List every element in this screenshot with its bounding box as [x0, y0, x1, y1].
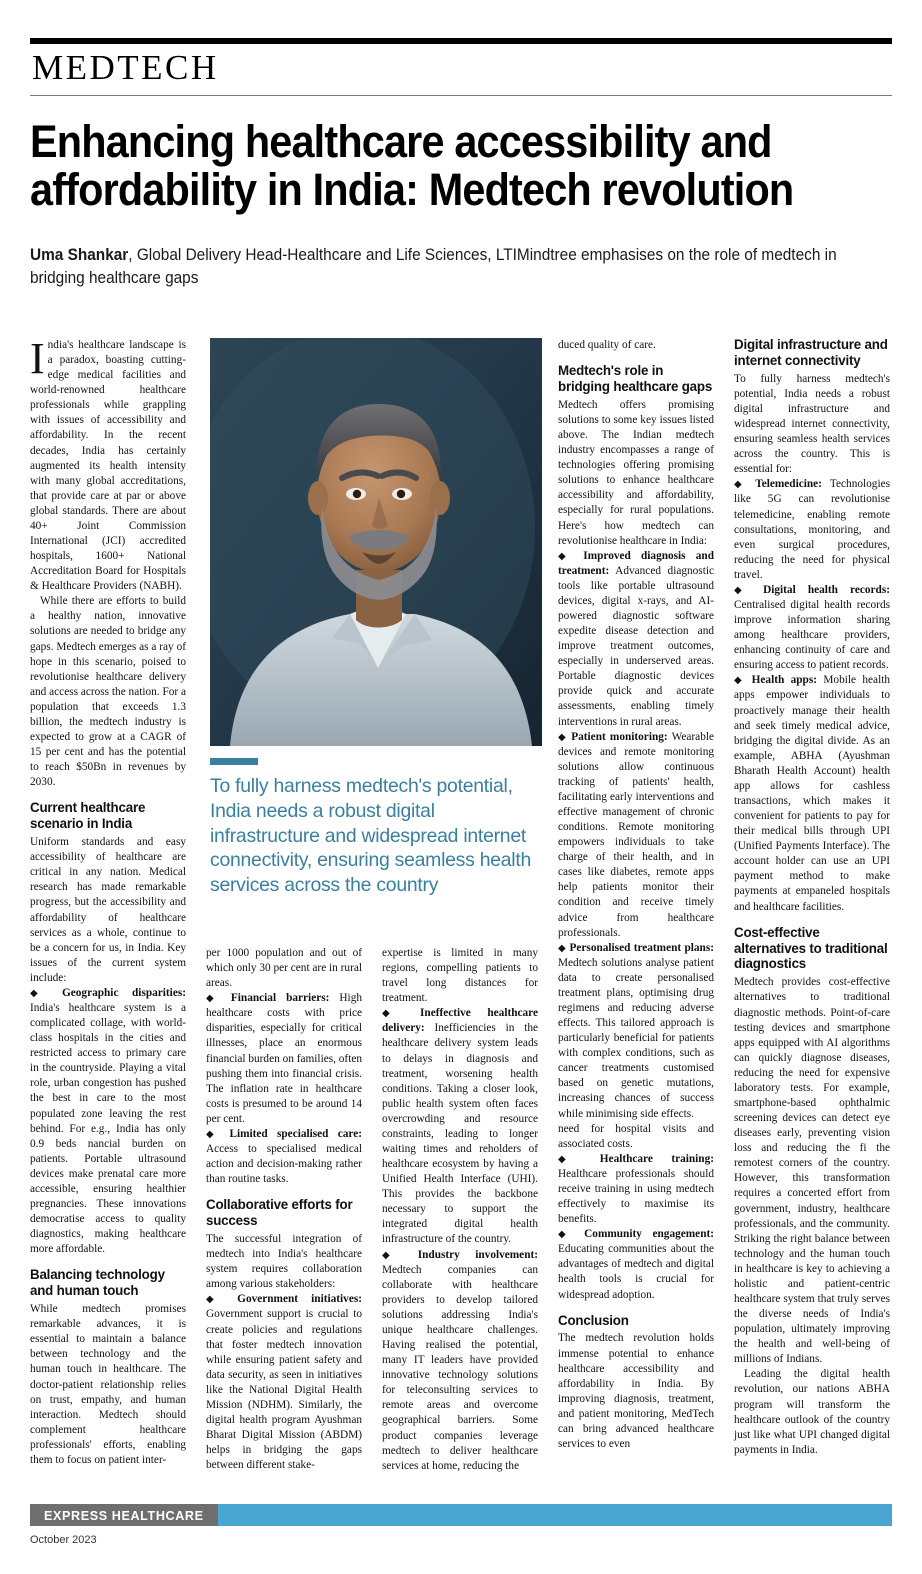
bullet-label: Government initiatives: — [237, 1293, 362, 1306]
standfirst-author: Uma Shankar — [30, 246, 129, 265]
diamond-bullet-icon: ◆ — [30, 987, 49, 999]
bullet-label: Ineffective healthcare delivery: — [382, 1007, 539, 1035]
bullet-text: Medtech solutions analyse patient data to create personalised treatment plans, optimising drug regimens and reducing adverse effects. This tailored approach is particularly beneficial for patients with complex conditions, such as cancer treatments customised based on genetic mutations, increasing chances of success while minimising side effects. — [558, 956, 714, 1120]
diamond-bullet-icon: ◆ — [558, 942, 567, 954]
drop-cap: I — [30, 334, 45, 383]
paragraph: While there are efforts to build a healthy nation, innovative solutions are needed to bridge any gaps. Medtech emerges as a ray of hope in this scenario, poised to revolutionise healthcare delivery and access across the nation. For a population that exceeds 1.3 billion, the medtech industry is expected to grow at a CAGR of 15 per cent and has the potential to reach $50Bn in revenues by 2030. — [30, 595, 186, 789]
paragraph: Leading the digital health revolution, our nations ABHA program will transform the healthcare outlook of the country just like what UPI changed digital payments in India. — [734, 1368, 890, 1456]
article-body-columns — [30, 334, 892, 1490]
bullet-paragraph — [206, 991, 362, 1127]
bullet-paragraph — [734, 477, 890, 583]
paragraph: duced quality of care. — [558, 339, 656, 351]
bullet-text: High healthcare costs with price disparities, especially for critical illnesses, place an enormous financial burden on families, often pushing them into financial crisis. The inflation rate in healthcare costs is presumed to be around 14 per cent. — [206, 992, 362, 1125]
diamond-bullet-icon: ◆ — [734, 479, 748, 491]
bullet-paragraph — [206, 1292, 362, 1473]
section-heading: Collaborative efforts for success — [206, 1197, 353, 1230]
bullet-paragraph — [382, 1248, 538, 1474]
paragraph — [30, 334, 186, 594]
issue-date: October 2023 — [30, 1534, 97, 1546]
bullet-text: Educating communities about the advantages of medtech and digital health tools is crucial for widespread adoption. — [558, 1243, 714, 1301]
article-page — [0, 38, 922, 1574]
diamond-bullet-icon: ◆ — [206, 1294, 225, 1306]
paragraph: Medtech offers promising solutions to some key issues listed above. The Indian medtech industry encompasses a range of technologies offering promising solutions to enhance healthcare accessibility and affordability, especially for rural populations. Here's how medtech can revolutionise healthcare in India: — [558, 398, 714, 547]
body-column-3 — [382, 338, 538, 1490]
bullet-paragraph — [558, 1227, 714, 1302]
bullet-label: Personalised treatment plans: — [569, 941, 714, 954]
article-standfirst — [30, 244, 890, 289]
paragraph: The successful integration of medtech into India's healthcare system requires collaboration among various stakeholders: — [206, 1233, 362, 1291]
bullet-label: Industry involvement: — [417, 1248, 538, 1261]
bullet-text: Access to specialised medical action and decision-making rather than routine tasks. — [206, 1143, 362, 1186]
paragraph: To fully harness medtech's potential, India needs a robust digital infrastructure and widespread internet connectivity, ensuring seamless health services across the country. This is essential for: — [734, 372, 890, 476]
bullet-paragraph — [734, 673, 890, 914]
bullet-label: Financial barriers: — [230, 992, 330, 1005]
bullet-text: Government support is crucial to create policies and regulations that foster medtech innovation while ensuring patient safety and data security, as seen in initiatives like the National Digital Health Mission (NDHM). Similarly, the digital health program Ayushman Bharat Digital Mission (ABDM) helps in bridging the gaps between different stake- — [206, 1308, 362, 1472]
body-column-1 — [30, 334, 186, 1490]
bullet-paragraph — [558, 1152, 714, 1227]
bullet-text: India's healthcare system is a complicated collage, with world-class hospitals in the cities and restricted access to primary care in the countryside. Playing a vital role, urban congestion has pushed the best in care to the most populated zone leaving the rest behind. For e.g., India has only 0.9 beds nancial burden on patients. Portable ultrasound devices make prenatal care more accessible, ensuring healthier pregnancies. These innovations democratise access to quality diagnostics, making healthcare more affordable. — [30, 1002, 186, 1256]
bullet-text: Mobile health apps empower individuals to proactively manage their health and seek timely medical advice, bridging the digital divide. As an example, ABHA (Ayushman Bharath Health Account) health app allows for cashless transactions, which makes it convenient for patients to pay for their medical bills through UPI (Unified Payments Interface). The account holder can use an UPI payment method to make payments at empaneled hospitals and healthcare facilities. — [734, 674, 890, 913]
bullet-label: Health apps: — [751, 674, 818, 687]
diamond-bullet-icon: ◆ — [558, 731, 568, 743]
paragraph: While medtech promises remarkable advances, it is essential to maintain a balance between technology and the human touch in healthcare. The doctor-patient relationship relies on trust, empathy, and human interaction. Medtech should complement healthcare professionals' efforts, enabling them to focus on patient inter- — [30, 1303, 186, 1466]
section-heading: Cost-effective alternatives to traditional diagnostics — [734, 924, 888, 973]
bullet-label: Geographic disparities: — [61, 986, 186, 999]
bullet-label: Limited specialised care: — [229, 1127, 362, 1140]
bullet-paragraph — [558, 549, 714, 730]
bullet-label: Community engagement: — [584, 1228, 714, 1241]
paragraph: per 1000 population and out of which only 30 per cent are in rural areas. — [206, 947, 362, 990]
bullet-paragraph — [558, 730, 714, 941]
bullet-text: Technologies like 5G can revolutionise telemedicine, enabling remote consultations, monitoring, and even surgical procedures, reducing the need for physical travel. — [734, 478, 890, 581]
standfirst-rest: , Global Delivery Head-Healthcare and Life Sciences, LTIMindtree emphasises on the role of medtech in bridging healthcare gaps — [30, 246, 837, 287]
bullet-text: Centralised digital health records improve information sharing among healthcare providers, enhancing continuity of care and ensuring access to patient records. — [734, 598, 890, 672]
bullet-text: Advanced diagnostic tools like portable ultrasound devices, digital x-rays, and AI-powered diagnostic software expedite disease detection and improve treatment outcomes, especially in underserved areas. Portable diagnostic devices provide quick and accurate assessments, enabling timely interventions in rural areas. — [558, 564, 714, 728]
bullet-paragraph — [30, 986, 186, 1257]
footer-bar — [30, 1504, 892, 1526]
diamond-bullet-icon: ◆ — [558, 550, 574, 562]
bullet-text: Wearable devices and remote monitoring solutions allow continuous tracking of patients' health, facilitating early interventions and effective management of chronic conditions. Remote monitoring empowers individuals to take charge of their health, and in cases like diabetes, remote apps help patients monitor their condition and receive timely advice from healthcare professionals. — [558, 730, 714, 939]
body-column-2 — [206, 338, 362, 1490]
paragraph: need for hospital visits and associated costs. — [558, 1122, 714, 1150]
diamond-bullet-icon: ◆ — [382, 1008, 404, 1020]
bullet-text: Medtech companies can collaborate with healthcare providers to develop tailored solutions addressing India's unique healthcare challenges. Having realised the potential, many IT leaders have provided innovative technology solutions for teleconsulting services to remote areas and overcome geographical barriers. Some product companies leverage medtech to deliver healthcare services at home, reducing the — [382, 1263, 538, 1472]
diamond-bullet-icon: ◆ — [734, 675, 746, 687]
bullet-label: Improved diagnosis and treatment: — [558, 549, 714, 577]
headline-line-2: affordability in India: Medtech revolution — [30, 163, 794, 215]
diamond-bullet-icon: ◆ — [558, 1229, 574, 1241]
section-heading: Current healthcare scenario in India — [30, 800, 146, 833]
paragraph: Medtech provides cost-effective alternatives to traditional diagnostic methods. Point-of-care testing devices and smartphone apps equipped with AI algorithms can quickly diagnose diseases, reducing the need for expensive laboratory tests. For example, smartphone-based ophthalmic screening devices can detect eye diseases early, preventing vision loss and reducing the fi the remotest corners of the country. However, this transformation requires a concerted effort from government, industry, healthcare professionals, and the community. Striking the right balance between technology and the human touch in healthcare is key to achieving a holistic and patient-centric healthcare system that truly serves the diverse needs of India's population, ultimately improving the health and well-being of millions of Indians. — [734, 976, 890, 1366]
diamond-bullet-icon: ◆ — [734, 584, 751, 596]
bullet-label: Digital health records: — [763, 583, 890, 596]
bullet-label: Patient monitoring: — [571, 730, 668, 743]
diamond-bullet-icon: ◆ — [382, 1249, 403, 1261]
bullet-text: Inefficiencies in the healthcare delivery system leads to delays in diagnosis and treatment, worsening health conditions. Taking a closer look, public health system often faces overcrowding and resource constraints, leading to longer waiting times and reholders of healthcare ecosystem by having a Unified Health Interface (UHI). This provides the backbone necessary to support the integrated digital health infrastructure of the country. — [382, 1022, 538, 1246]
bullet-label: Healthcare training: — [599, 1152, 715, 1165]
paragraph: expertise is limited in many regions, compelling patients to travel long distances for treatment. — [382, 947, 538, 1005]
section-heading: Digital infrastructure and internet connectivity — [734, 337, 888, 369]
article-headline — [30, 115, 886, 215]
bullet-label: Telemedicine: — [755, 478, 822, 491]
paragraph-text: ndia's healthcare landscape is a paradox, boasting cutting-edge medical facilities and world-renowned healthcare professionals while grappling with issues of accessibility and affordability. In the recent decades, India has certainly augmented its health intensity with many global accreditations, that provide care at par or above global standards. There are about 40+ Joint Commission International (JCI) accredited hospitals, 1600+ National Accreditation Board for Hospitals & Healthcare Providers (NABH). — [30, 339, 186, 593]
bullet-paragraph — [734, 583, 890, 673]
publication-tag: EXPRESS HEALTHCARE — [30, 1504, 218, 1526]
bullet-paragraph — [206, 1127, 362, 1187]
bullet-text: Healthcare professionals should receive training in using medtech effectively to maximise its benefits. — [558, 1167, 714, 1226]
body-column-5 — [734, 338, 890, 1490]
body-column-4 — [558, 338, 714, 1490]
pull-quote-text: To fully harness medtech's potential, India needs a robust digital infrastructure and widespread internet connectivity, ensuring seamless health services across the country — [210, 775, 532, 897]
masthead-bottom-rule — [30, 95, 892, 96]
diamond-bullet-icon: ◆ — [206, 993, 221, 1005]
bullet-paragraph — [382, 1006, 538, 1247]
paragraph: The medtech revolution holds immense potential to enhance healthcare accessibility and affordability in India. By improving diagnosis, treatment, and patient monitoring, MedTech can bring advanced healthcare services to even — [558, 1332, 714, 1451]
section-heading: Balancing technology and human touch — [30, 1267, 165, 1300]
diamond-bullet-icon: ◆ — [206, 1128, 221, 1140]
bullet-paragraph — [558, 941, 714, 1122]
section-heading: Medtech's role in bridging healthcare gaps — [558, 363, 713, 395]
paragraph: Uniform standards and easy accessibility of healthcare are critical in any nation. Medical research has made remarkable progress, but the accessibility and affordability of healthcare services as a whole, continue to be a concern for us, in India. Key issues of the current system include: — [30, 836, 186, 984]
diamond-bullet-icon: ◆ — [558, 1153, 582, 1165]
section-heading: Conclusion — [558, 1312, 629, 1329]
section-masthead: MEDTECH — [32, 48, 219, 87]
headline-line-1: Enhancing healthcare accessibility and — [30, 115, 772, 167]
footer-accent-bar — [218, 1504, 892, 1526]
